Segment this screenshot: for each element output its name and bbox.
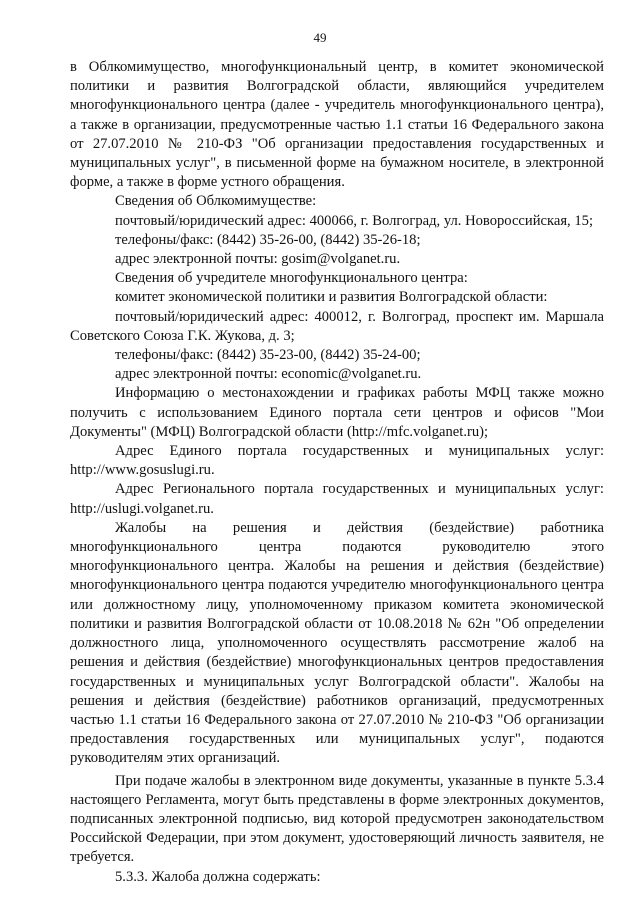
paragraph: Сведения об учредителе многофункционального центра: [115, 270, 468, 287]
paragraph: адрес электронной почты: gosim@volganet.ru. [115, 251, 401, 268]
document-body [70, 58, 604, 887]
paragraph: комитет экономической политики и развития Волгоградской области: [115, 289, 548, 306]
paragraph: Информацию о местонахождении и графиках работы МФЦ также можно получить с использованием Единого портала сети центров и офисов "Мои Документы" (МФЦ) Волгоградской области (http://mfc.volganet.ru); [70, 385, 604, 440]
paragraph: Жалобы на решения и действия (бездействие) работника многофункционального центра подаются руководителю этого многофункционального центра. Жалобы на решения и действия (бездействие) многофункционального центра подаются учредителю многофункционального центра или должностному лицу, уполномоченному приказом комитета экономической политики и развития Волгоградской области от 10.08.2018 № 62н "Об определении должностного лица, уполномоченного осуществлять рассмотрение жалоб на решения и действия (бездействие) многофункциональных центров предоставления государственных и муниципальных услуг Волгоградской области". Жалобы на решения и действия (бездействие) работников организаций, предусмотренных частью 1.1 статьи 16 Федерального закона от 27.07.2010 № 210-ФЗ "Об организации предоставления государственных или муниципальных услуг", подаются руководителям этих организаций. [70, 519, 604, 767]
paragraph: Адрес Регионального портала государственных и муниципальных услуг: http://uslugi.volganet.ru. [70, 481, 604, 517]
paragraph: Адрес Единого портала государственных и муниципальных услуг: http://www.gosuslugi.ru. [70, 443, 604, 479]
paragraph: телефоны/факс: (8442) 35-23-00, (8442) 35-24-00; [115, 347, 421, 364]
paragraph: 5.3.3. Жалоба должна содержать: [115, 868, 321, 885]
paragraph: почтовый/юридический адрес: 400012, г. Волгоград, проспект им. Маршала Советского Союза Г.К. Жукова, д. 3; [70, 308, 604, 344]
paragraph: адрес электронной почты: economic@volganet.ru. [115, 366, 422, 383]
paragraph: При подаче жалобы в электронном виде документы, указанные в пункте 5.3.4 настоящего Регламента, могут быть представлены в форме электронных документов, подписанных электронной подписью, вид которой предусмотрен законодательством Российской Федерации, при этом документ, удостоверяющий личность заявителя, не требуется. [70, 772, 604, 866]
page-number: 49 [313, 30, 327, 45]
paragraph: Сведения об Облкомимуществе: [115, 193, 317, 210]
paragraph: почтовый/юридический адрес: 400066, г. Волгоград, ул. Новороссийская, 15; [115, 212, 594, 229]
paragraph: телефоны/факс: (8442) 35-26-00, (8442) 35-26-18; [115, 231, 421, 248]
paragraph: в Облкомимущество, многофункциональный центр, в комитет экономической политики и развития Волгоградской области, являющийся учредителем многофункционального центра (далее - учредитель многофункционального центра), а также в организации, предусмотренные частью 1.1 статьи 16 Федерального закона от 27.07.2010 № 210-ФЗ "Об организации предоставления государственных и муниципальных услуг", в письменной форме на бумажном носителе, в электронной форме, а также в форме устного обращения. [70, 59, 604, 191]
